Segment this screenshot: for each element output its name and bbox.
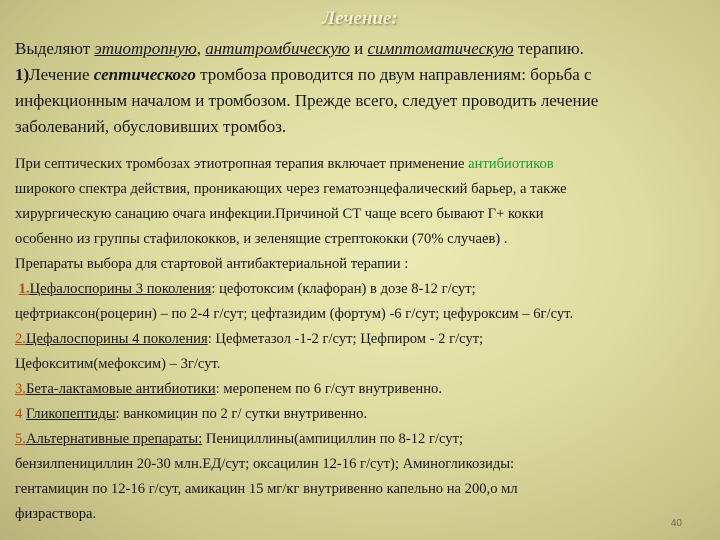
term-antithrombotic: антитромбическую (205, 39, 350, 58)
intro-line-2 (15, 62, 710, 88)
drug-group-2 (15, 327, 715, 352)
text: Пенициллины(ампициллин по 8-12 г/сут; (202, 431, 464, 447)
term-antibiotics: антибиотиков (468, 156, 554, 172)
term-etiotropic: этиотропную (94, 39, 197, 58)
body-line-1 (15, 152, 715, 177)
page-number: 40 (670, 518, 682, 529)
body-line-9: Цефокситим(мефоксим) – 3г/сут. (15, 356, 221, 372)
therapy-paragraph (15, 152, 715, 527)
body-line-14: гентамицин по 12-16 г/сут, амикацин 15 мг/кг внутривенно капельно на 200,о мл (15, 481, 518, 497)
drug-group-heading: Гликопептиды (25, 406, 116, 422)
drug-group-4 (15, 402, 715, 427)
drug-group-3 (15, 377, 715, 402)
text: : Цефметазол -1-2 г/сут; Цефпиром - 2 г/сут; (207, 331, 484, 347)
list-number: 5. (15, 431, 26, 447)
body-line-3: хирургическую санацию очага инфекции.Причиной СТ чаще всего бывают Г+ кокки (15, 206, 544, 222)
body-line-7: цефтриаксон(роцерин) – по 2-4 г/сут; цефтазидим (фортум) -6 г/сут; цефуроксим – 6г/сут. (15, 306, 574, 322)
list-number: 3. (15, 381, 26, 397)
text: : меропенем по 6 г/сут внутривенно. (215, 381, 442, 397)
list-number: 1) (15, 65, 30, 84)
list-number: 1. (18, 281, 30, 297)
text: тромбоза проводится по двум направлениям: борьба с (195, 65, 592, 84)
text: терапию. (513, 39, 584, 58)
drug-group-heading: Альтернативные препараты: (25, 431, 203, 447)
intro-paragraph (15, 36, 710, 140)
text: При септических тромбозах этиотропная терапия включает применение (15, 156, 469, 172)
drug-group-heading: Цефалоспорины 4 поколения (25, 331, 208, 347)
text: Выделяют (15, 39, 95, 58)
drug-group-heading: Цефалоспорины 3 поколения (29, 281, 212, 297)
drug-group-heading: Бета-лактамовые антибиотики (25, 381, 216, 397)
text: : цефотоксим (клафоран) в дозе 8-12 г/сут; (211, 281, 476, 297)
term-symptomatic: симптоматическую (367, 39, 514, 58)
drug-group-5 (15, 427, 715, 452)
body-line-13: бензилпенициллин 20-30 млн.ЕД/сут; оксацилин 12-16 г/сут); Аминогликозиды: (15, 456, 515, 472)
text: Лечение (29, 65, 94, 84)
text: , (196, 39, 206, 58)
body-line-4: особенно из группы стафилококков, и зеленящие стрептококки (70% случаев) . (15, 231, 508, 247)
intro-line-4: заболеваний, обусловивших тромбоз. (15, 117, 287, 136)
text: : ванкомицин по 2 г/ сутки внутривенно. (115, 406, 368, 422)
term-septic: септического (93, 65, 196, 84)
slide-title: Лечение: (322, 8, 398, 29)
list-number: 4 (15, 406, 23, 422)
text: и (349, 39, 368, 58)
body-line-15: физраствора. (15, 506, 97, 522)
drug-group-1 (15, 277, 715, 302)
intro-line-3: инфекционным началом и тромбозом. Прежде всего, следует проводить лечение (15, 91, 599, 110)
list-number: 2. (15, 331, 26, 347)
body-line-2: широкого спектра действия, проникающих через гематоэнцефалический барьер, а также (15, 181, 567, 197)
body-line-5: Препараты выбора для стартовой антибактериальной терапии : (15, 256, 409, 272)
intro-line-1 (15, 36, 710, 62)
